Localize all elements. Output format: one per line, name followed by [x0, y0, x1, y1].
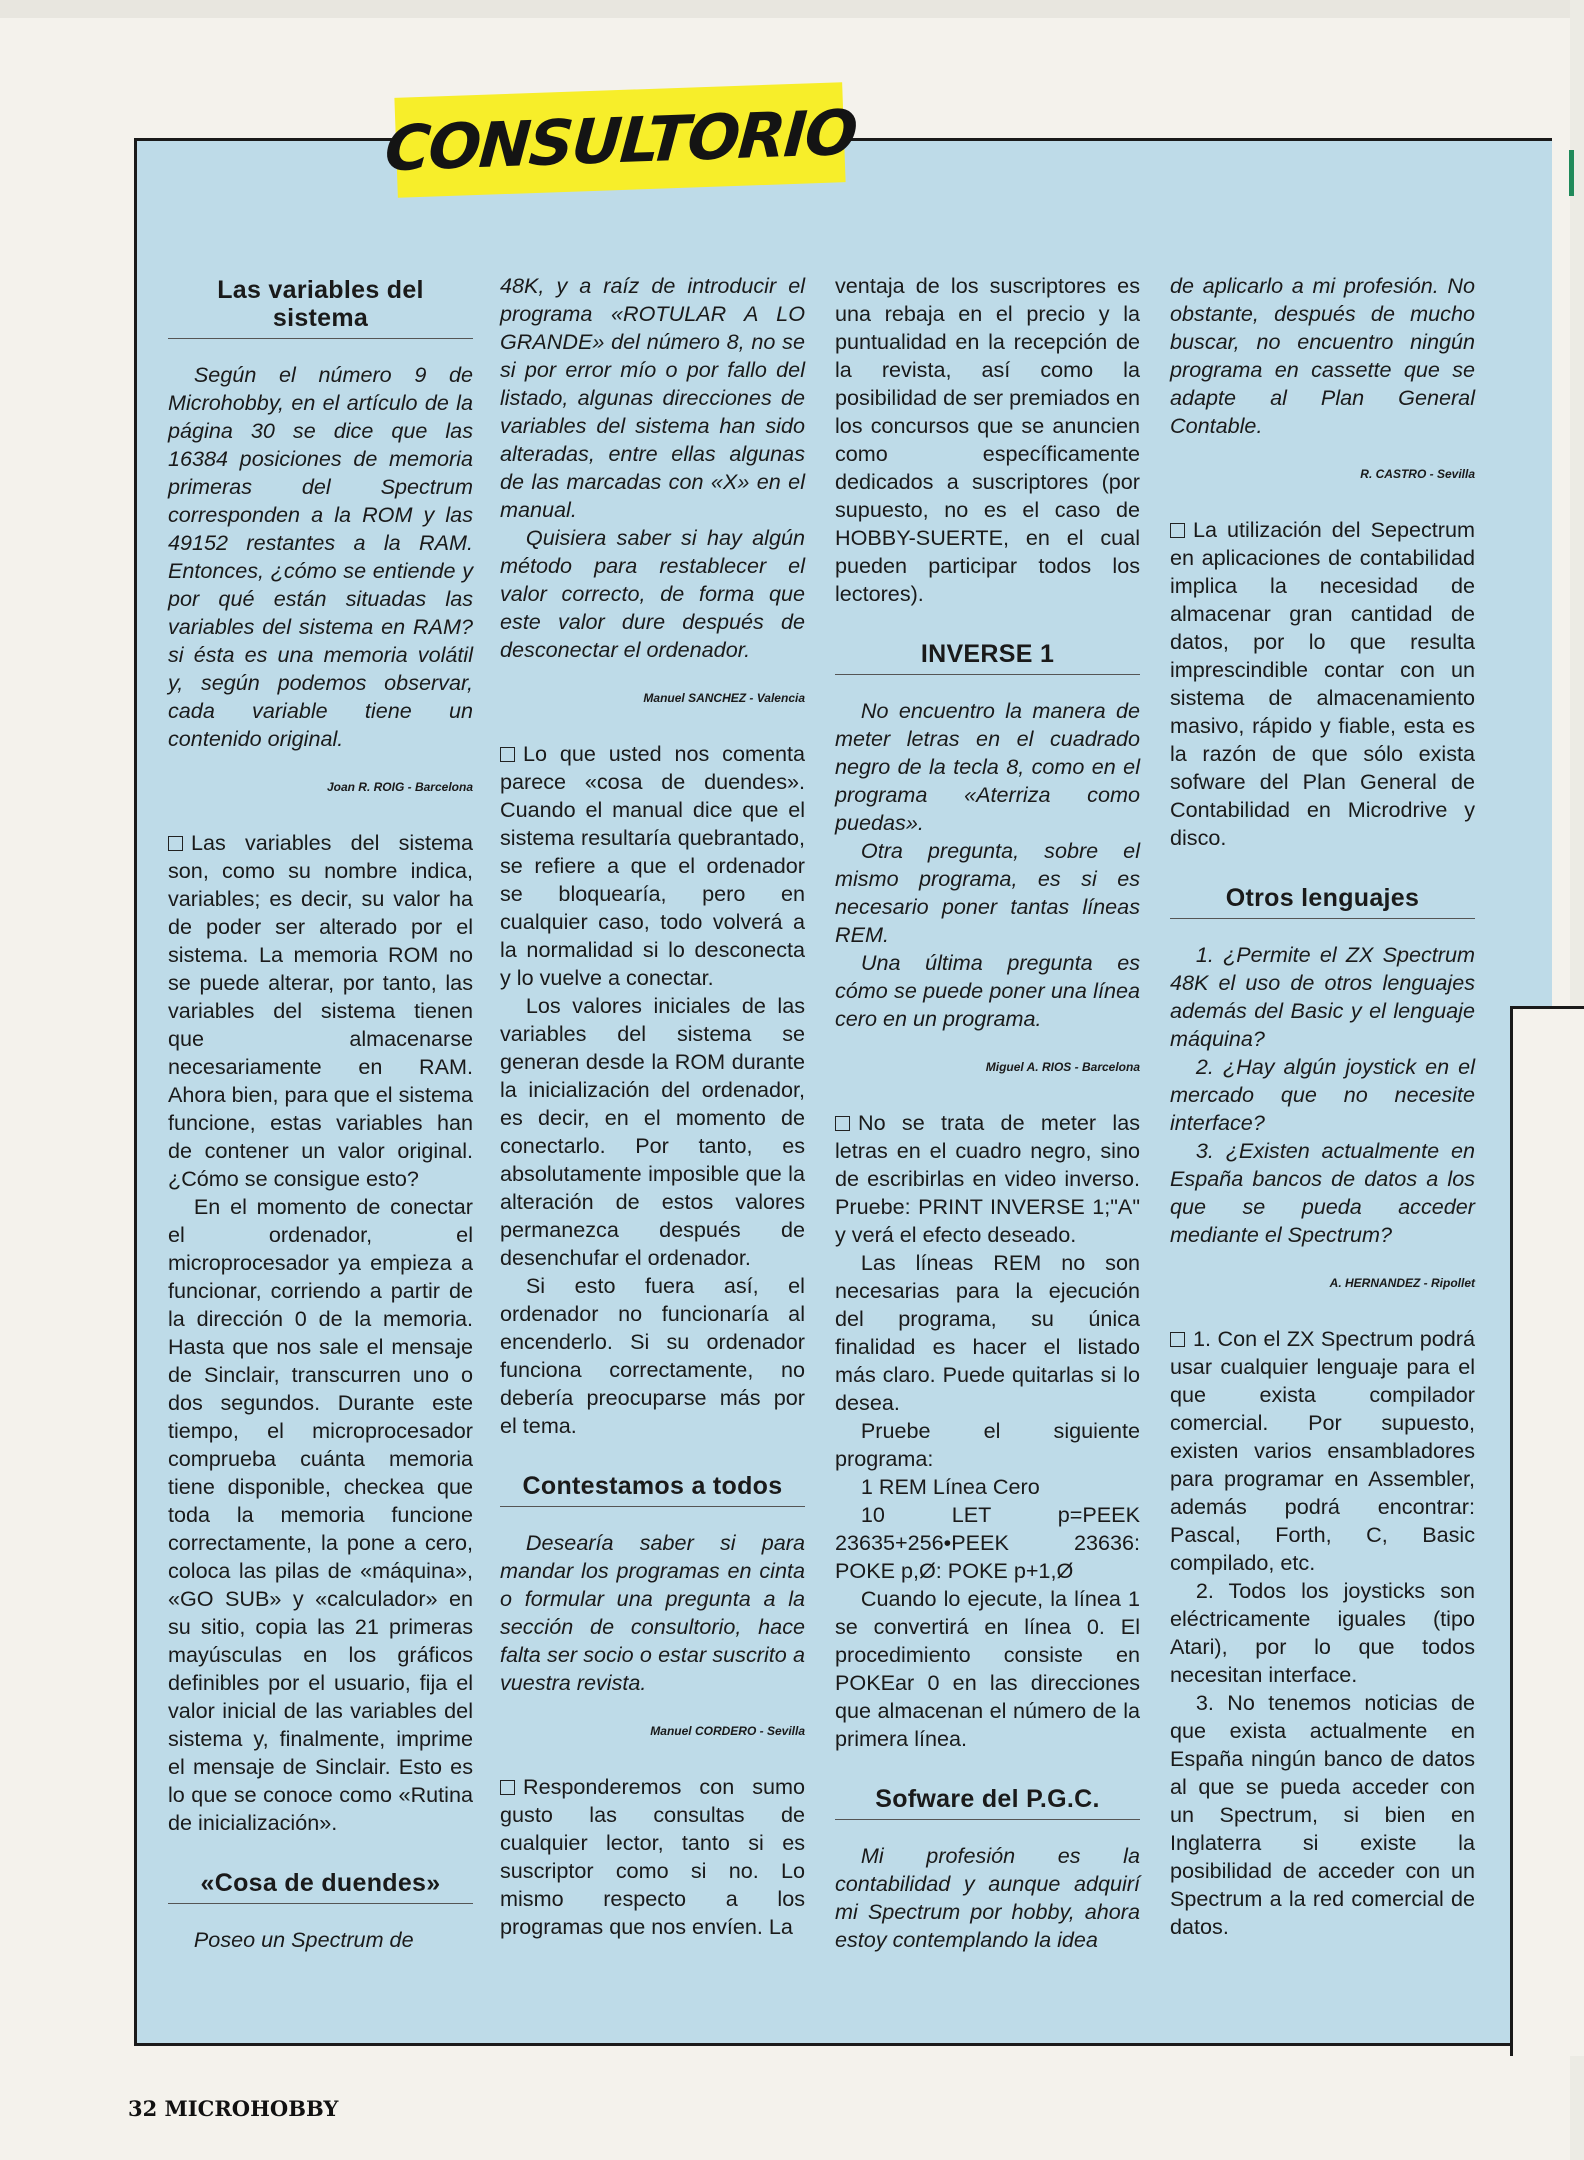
answer-contestamos-rest: ventaja de los suscriptores es una rebaja en el precio y la puntualidad en la recepción de la revista, así como la posibilidad de ser premiados en los concursos que se anuncien como específicamente dedicados a suscriptores (por supuesto, no es el caso de HOBBY-SUERTE, en el cual pueden participar todos los lectores). [835, 273, 1140, 606]
heading-inverse: INVERSE 1 [835, 636, 1140, 675]
signature-lenguajes: A. HERNANDEZ - Ripollet [1329, 1276, 1475, 1290]
answer-lenguajes-3: 3. No tenemos noticias de que exista actualmente en España ningún banco de datos al que se pueda acceder con un Spectrum, si bien en Inglaterra si existe la posibilidad de acceder con un Spectrum a la red comercial de datos. [1170, 1690, 1475, 1939]
edge-color-mark [1569, 150, 1574, 196]
question-lenguajes-3: 3. ¿Existen actualmente en España bancos de datos a los que se pueda acceder mediante el Spectrum? [1170, 1138, 1475, 1247]
answer-inverse-p1: No se trata de meter las letras en el cuadro negro, sino de escribirlas en video inverso. Pruebe: PRINT INVERSE 1;"A" y verá el efecto deseado. [835, 1110, 1140, 1247]
heading-duendes: «Cosa de duendes» [168, 1865, 473, 1904]
signature-pgc: R. CASTRO - Sevilla [1360, 467, 1475, 481]
answer-duendes-p1: Lo que usted nos comenta parece «cosa de duendes». Cuando el manual dice que el sistema resultaría quebrantado, se refiere a que el ordenador se bloquearía, pero en cualquier caso, todo volverá a la normalidad si lo desconecta y lo vuelve a conectar. [500, 741, 805, 990]
answer-box-icon [168, 836, 183, 851]
answer-pgc: La utilización del Sepectrum en aplicaciones de contabilidad implica la necesidad de almacenar gran cantidad de datos, por lo que resulta imprescindible contar con un sistema de almacenamiento masivo, rápido y fiable, esta es la razón de que sólo exista sofware del Plan General de Contabilidad en Microdrive y disco. [1170, 517, 1475, 850]
question-duendes-rest: 48K, y a raíz de introducir el programa «ROTULAR A LO GRANDE» del número 8, no se si por error mío o por fallo del listado, algunas direcciones de variables del sistema han sido alteradas, entre ellas algunas de las marcadas con «X» en el manual. [500, 273, 805, 522]
signature-duendes: Manuel SANCHEZ - Valencia [643, 691, 805, 705]
signature-contestamos: Manuel CORDERO - Sevilla [650, 1724, 805, 1738]
heading-contestamos: Contestamos a todos [500, 1468, 805, 1507]
section-title-badge [382, 82, 858, 198]
question-pgc-rest: de aplicarlo a mi profesión. No obstante, después de mucho buscar, no encuentro ningún programa en cassette que se adapte al Plan General Contable. [1170, 273, 1475, 438]
answer-lenguajes-2: 2. Todos los joysticks son eléctricamente iguales (tipo Atari), por lo que todos necesitan interface. [1170, 1578, 1475, 1687]
question-contestamos: Desearía saber si para mandar los programas en cinta o formular una pregunta a la sección de consultorio, hace falta ser socio o estar suscrito a vuestra revista. [500, 1530, 805, 1695]
heading-lenguajes: Otros lenguajes [1170, 880, 1475, 919]
answer-box-icon [500, 1780, 515, 1795]
question-duendes-start: Poseo un Spectrum de [193, 1927, 414, 1952]
answer-duendes-p3: Si esto fuera así, el ordenador no funcionaría al encenderlo. Si su ordenador funciona correctamente, no debería preocuparse más por el tema. [500, 1273, 805, 1438]
answer-contestamos-start: Responderemos con sumo gusto las consultas de cualquier lector, tanto si es suscriptor como si no. Lo mismo respecto a los programas que nos envíen. La [500, 1774, 805, 1939]
page-footer [128, 2096, 338, 2121]
question-lenguajes-1: 1. ¿Permite el ZX Spectrum 48K el uso de otros lenguajes además del Basic y el lenguaje máquina? [1170, 942, 1475, 1051]
answer-lenguajes-1: 1. Con el ZX Spectrum podrá usar cualquier lenguaje para el que exista compilador comercial. Por supuesto, existen varios ensambladores para programar en Assembler, además podrá encontrar: Pascal, Forth, C, Basic compilado, etc. [1170, 1326, 1475, 1575]
answer-inverse-end: Cuando lo ejecute, la línea 1 se convertirá en línea 0. El procedimiento consiste en POKEar 0 en las direcciones que almacenan el número de la primera línea. [835, 1586, 1140, 1751]
question-inverse-2: Otra pregunta, sobre el mismo programa, es si es necesario poner tantas líneas REM. [835, 838, 1140, 947]
answer-box-icon [1170, 523, 1185, 538]
answer-inverse-p3: Pruebe el siguiente programa: [835, 1418, 1140, 1471]
answer-box-icon [835, 1116, 850, 1131]
page-number: 32 [128, 2096, 158, 2121]
signature-inverse: Miguel A. RIOS - Barcelona [985, 1060, 1140, 1074]
question-inverse-1: No encuentro la manera de meter letras en el cuadrado negro de la tecla 8, como en el programa «Aterriza como puedas». [835, 698, 1140, 835]
answer-variables-p1: Las variables del sistema son, como su nombre indica, variables; es decir, su valor ha de poder ser alterado por el sistema. La memoria ROM no se puede alterar, por tanto, las variables del sistema tienen que almacenarse necesariamente en RAM. Ahora bien, para que el sistema funcione, estas variables han de contener un valor original. ¿Cómo se consigue esto? [168, 830, 473, 1191]
panel-notch [1510, 1006, 1584, 2056]
column-2 [500, 272, 805, 1941]
signature-variables: Joan R. ROIG - Barcelona [326, 780, 473, 794]
question-pgc-start: Mi profesión es la contabilidad y aunque adquirí mi Spectrum por hobby, ahora estoy contemplando la idea [835, 1843, 1140, 1952]
heading-variables: Las variables del sistema [168, 272, 473, 339]
magazine-name: MICROHOBBY [164, 2096, 339, 2121]
code-line-1: 1 REM Línea Cero [860, 1474, 1040, 1499]
code-line-2: 10 LET p=PEEK 23635+256•PEEK 23636: POKE p,Ø: POKE p+1,Ø [835, 1502, 1140, 1583]
section-title: CONSULTORIO [382, 95, 858, 185]
heading-pgc: Sofware del P.G.C. [835, 1781, 1140, 1820]
question-lenguajes-2: 2. ¿Hay algún joystick en el mercado que no necesite interface? [1170, 1054, 1475, 1135]
question-inverse-3: Una última pregunta es cómo se puede poner una línea cero en un programa. [835, 950, 1140, 1031]
answer-duendes-p2: Los valores iniciales de las variables del sistema se generan desde la ROM durante la inicialización del ordenador, es decir, en el momento de conectarlo. Por tanto, es absolutamente imposible que la alteración de estos valores permanezca después de desenchufar el ordenador. [500, 993, 805, 1270]
column-4 [1170, 272, 1475, 1941]
question-duendes-2: Quisiera saber si hay algún método para restablecer el valor correcto, de forma que este valor dure después de desconectar el ordenador. [500, 525, 805, 662]
answer-box-icon [500, 747, 515, 762]
column-1 [168, 272, 473, 1954]
page-top-strip [0, 0, 1584, 18]
answer-box-icon [1170, 1332, 1185, 1347]
answer-inverse-p2: Las líneas REM no son necesarias para la ejecución del programa, su única finalidad es hacer el listado más claro. Puede quitarlas si lo desea. [835, 1250, 1140, 1415]
question-variables: Según el número 9 de Microhobby, en el artículo de la página 30 se dice que las 16384 posiciones de memoria primeras del Spectrum corresponden a la ROM y las 49152 restantes a la RAM. Entonces, ¿cómo se entiende y por qué están situadas las variables del sistema en RAM? si ésta es una memoria volátil y, según podemos observar, cada variable tiene un contenido original. [168, 362, 473, 751]
column-3 [835, 272, 1140, 1954]
answer-variables-p2: En el momento de conectar el ordenador, el microprocesador ya empieza a funcionar, corriendo a partir de la dirección 0 de la memoria. Hasta que nos sale el mensaje de Sinclair, transcurren uno o dos segundos. Durante este tiempo, el microprocesador comprueba cuánta memoria tiene disponible, checkea que toda la memoria funcione correctamente, la pone a cero, coloca las pilas de «máquina», «GO SUB» y «calculador» en su sitio, copia las 21 primeras mayúsculas en los gráficos definibles por el usuario, fija el valor inicial de las variables del sistema y, finalmente, imprime el mensaje de Sinclair. Esto es lo que se conoce como «Rutina de inicialización». [168, 1194, 473, 1835]
